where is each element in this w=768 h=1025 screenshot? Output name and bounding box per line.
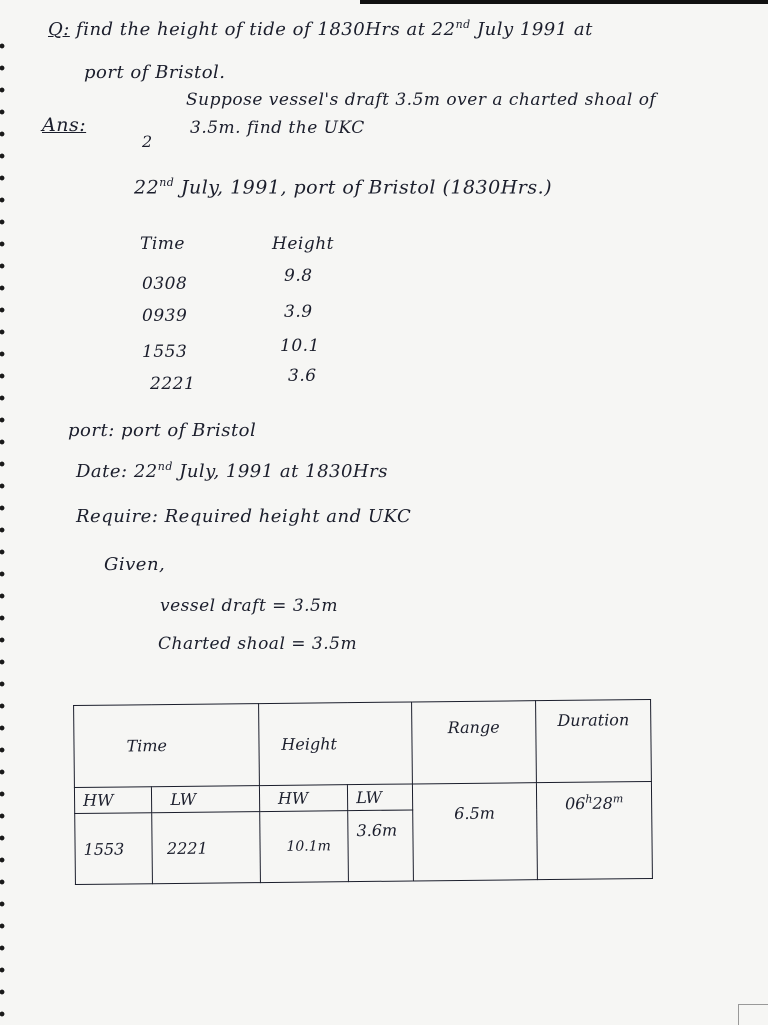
table-header-range: Range [411, 701, 536, 784]
table-cell-hw-time: 1553 [75, 813, 153, 885]
duration-hours: 06 [564, 794, 586, 814]
date-text: Date: 22 [76, 461, 158, 482]
list-item-height: 9.8 [284, 266, 313, 286]
port-line: port: port of Bristol [68, 420, 257, 441]
list-item-time: 2221 [150, 374, 196, 394]
list-header-height: Height [272, 234, 334, 254]
list-item-time: 0308 [142, 274, 188, 294]
question-sup: nd [455, 18, 471, 31]
table-cell-range: 6.5m [412, 783, 538, 881]
table-cell-lw-label: LW [152, 786, 260, 813]
table-header-duration: Duration [536, 699, 652, 782]
duration-minutes: 28 [592, 793, 613, 813]
question-text: find the height of tide of 1830Hrs at 22 [69, 19, 456, 40]
heading-text: July, 1991, port of Bristol (1830Hrs.) [174, 176, 553, 199]
question-text-end: July 1991 at [470, 19, 593, 40]
duration-h-unit: h [585, 792, 593, 806]
section-heading [134, 176, 552, 198]
date-line [76, 460, 388, 482]
list-item-time: 0939 [142, 306, 188, 326]
list-item-time: 1553 [142, 342, 188, 362]
heading-day: 22 [134, 176, 160, 199]
table-header-time: Time [74, 704, 260, 788]
duration-m-unit: m [612, 792, 624, 806]
list-item-height: 3.9 [284, 302, 313, 322]
answer-label: Ans: [42, 114, 87, 136]
date-text-end: July, 1991 at 1830Hrs [172, 461, 388, 482]
table-cell-lw-height: 3.6m [348, 810, 413, 882]
answer-line-1: Suppose vessel's draft 3.5m over a charted shoal of [186, 90, 657, 110]
table-cell-hw-label: HW [74, 787, 152, 814]
list-header-time: Time [140, 234, 185, 254]
charted-shoal-line: Charted shoal = 3.5m [158, 634, 358, 654]
question-label: Q: [48, 19, 70, 40]
table-cell-hw-height: 10.1m [260, 811, 349, 883]
given-label: Given, [104, 554, 166, 575]
list-item-height: 3.6 [288, 366, 317, 386]
tide-table [73, 699, 653, 885]
question-line-1 [48, 18, 593, 40]
date-sup: nd [157, 460, 173, 473]
table-cell-lw-label: LW [348, 784, 413, 811]
heading-sup: nd [159, 176, 175, 189]
table-cell-duration [536, 781, 652, 879]
answer-line-2: 3.5m. find the UKC [190, 118, 365, 138]
answer-number: 2 [142, 132, 153, 151]
page-corner [738, 1004, 768, 1025]
list-item-height: 10.1 [280, 336, 320, 356]
page-top-edge [360, 0, 768, 4]
table-cell-hw-label: HW [259, 785, 348, 812]
require-line: Require: Required height and UKC [76, 506, 412, 527]
table-cell-lw-time: 2221 [152, 812, 260, 884]
vessel-draft-line: vessel draft = 3.5m [160, 596, 338, 616]
table-header-height: Height [258, 702, 412, 786]
question-line-2: port of Bristol. [84, 62, 226, 83]
spiral-binding [0, 40, 10, 1024]
